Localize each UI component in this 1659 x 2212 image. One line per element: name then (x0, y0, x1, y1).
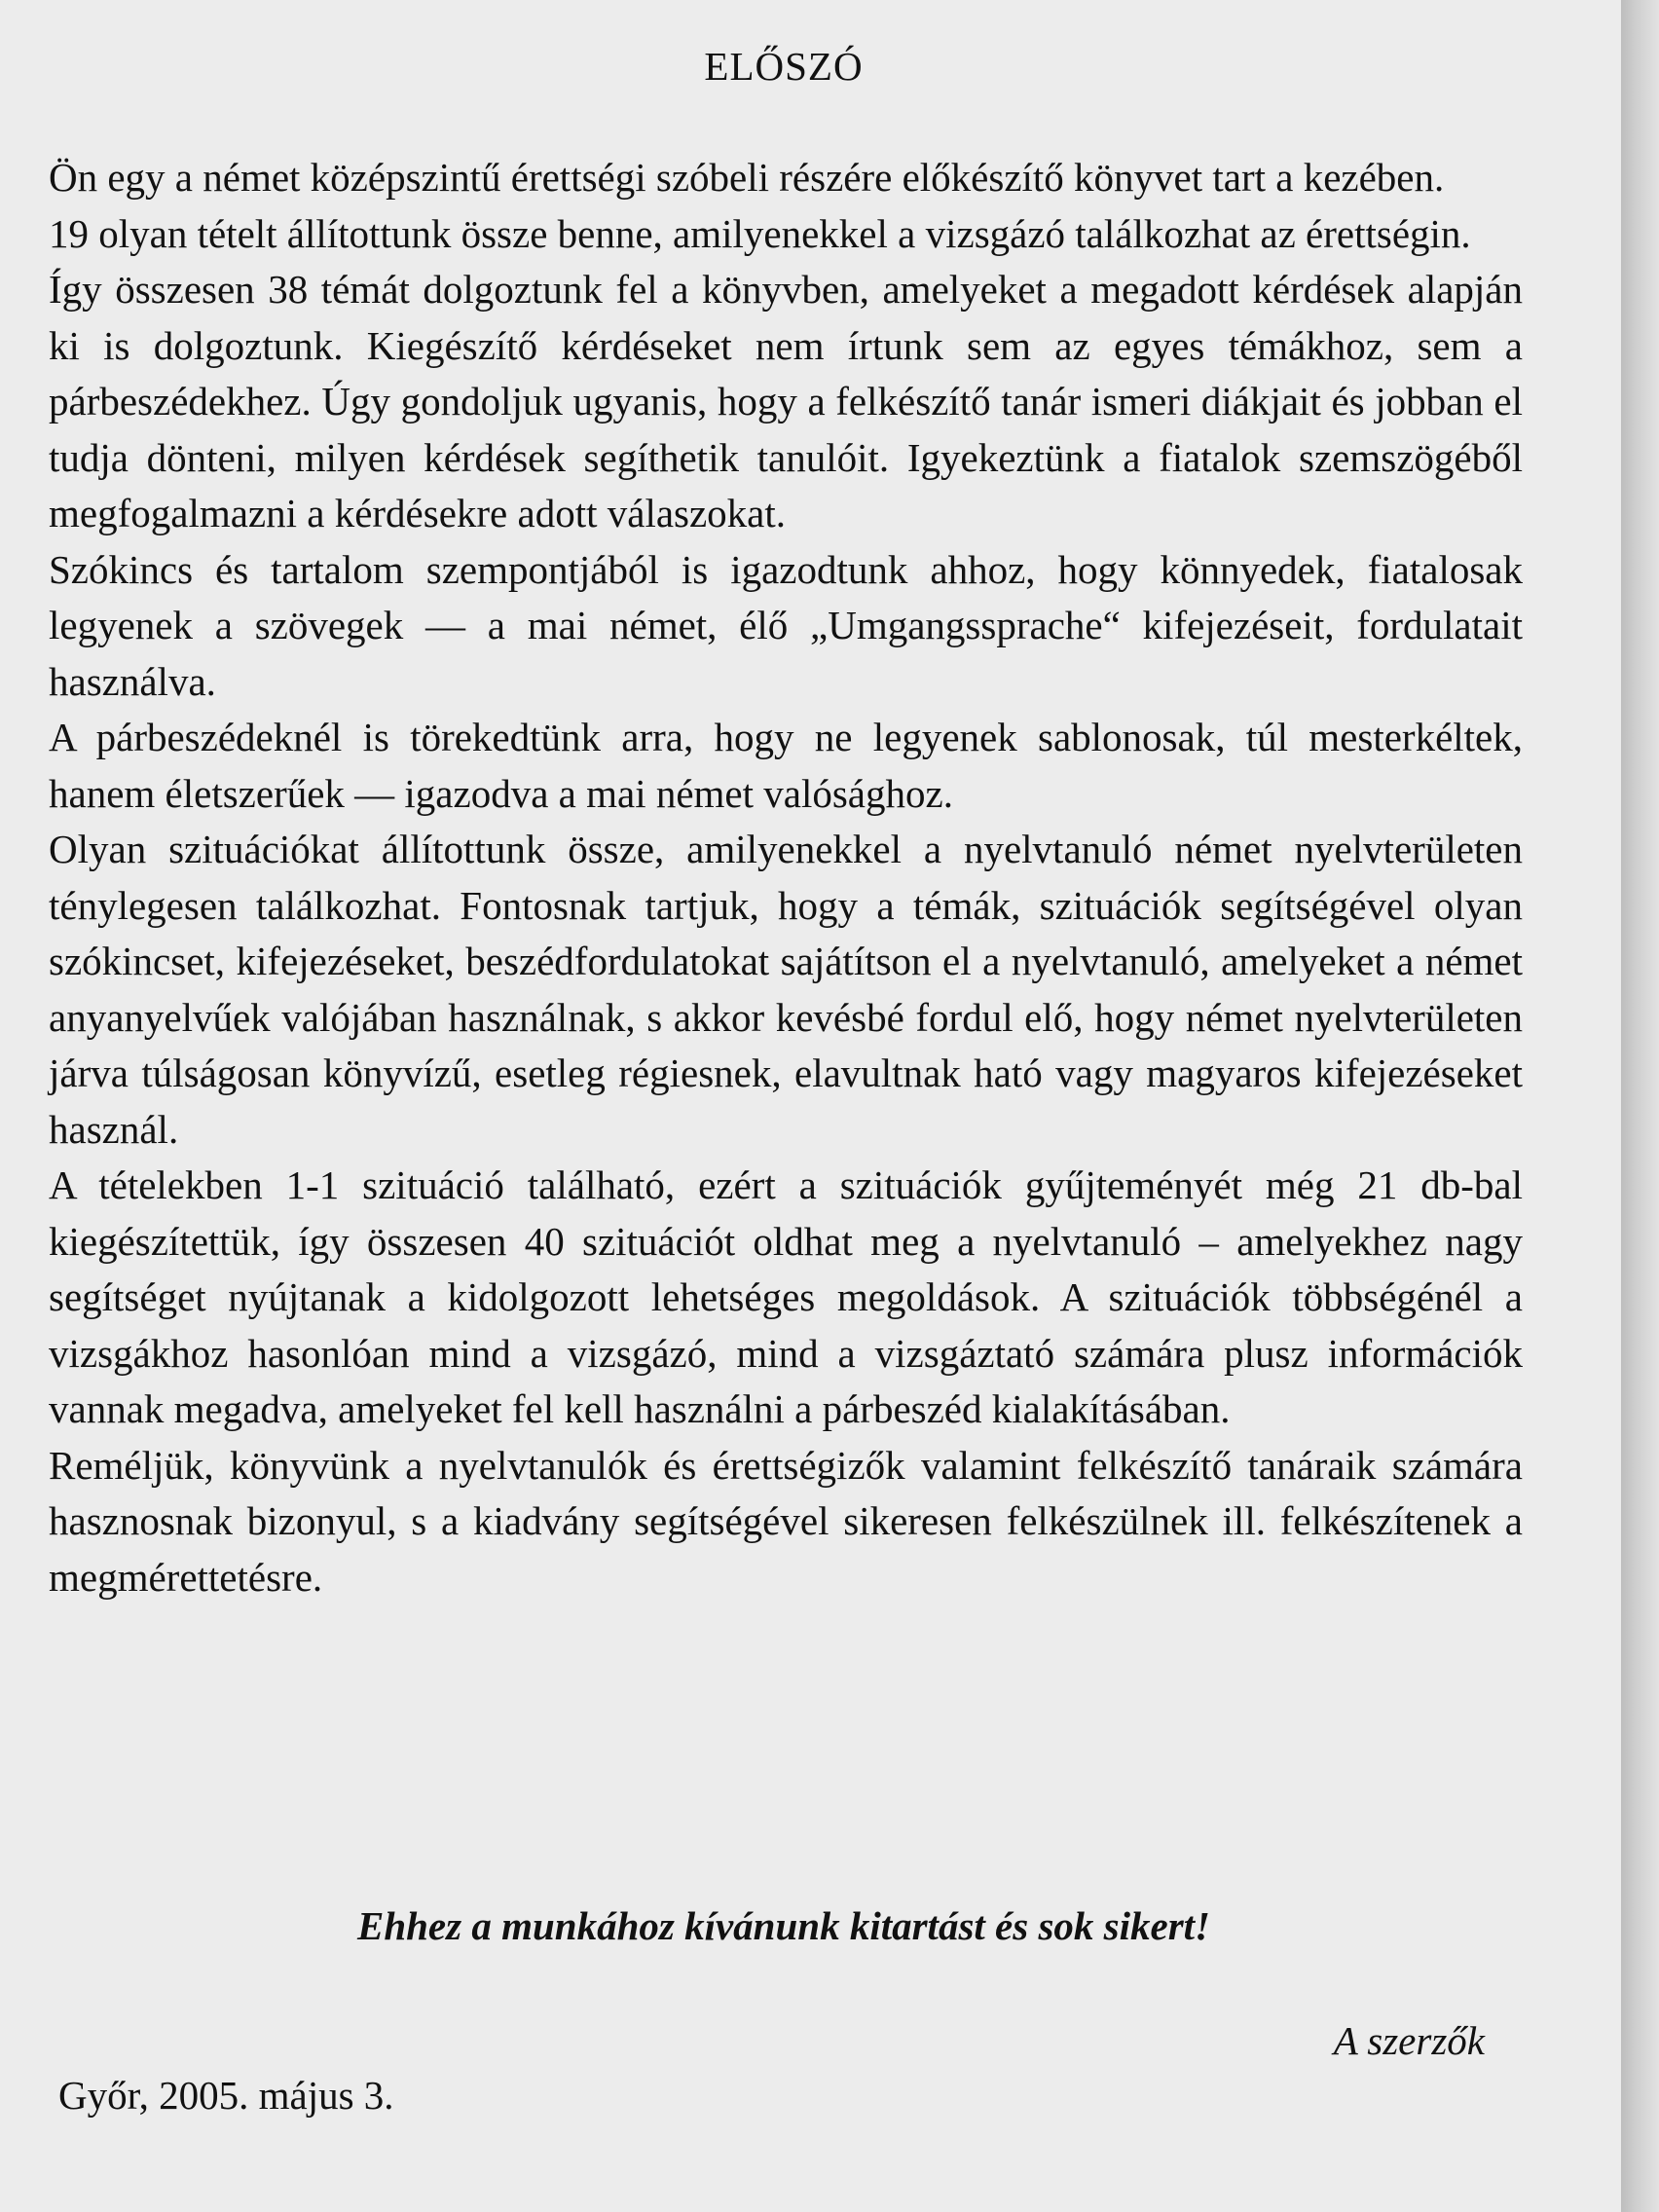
signature: A szerzők (1333, 2018, 1485, 2063)
closing-wish: Ehhez a munkához kívánunk kitartást és sok sikert! (356, 1903, 1211, 1948)
paragraph: Reméljük, könyvünk a nyelvtanulók és érettségizők valamint felkészítő tanáraik számára hasznosnak bizonyul, s a kiadvány segítségével sikeresen felkészülnek ill. felkészítenek a megmérettetésre. (49, 1442, 1523, 1600)
preface-body (49, 150, 1523, 1605)
place-date: Győr, 2005. május 3. (58, 2073, 394, 2118)
paragraph: 19 olyan tételt állítottunk össze benne, amilyenekkel a vizsgázó találkozhat az érettségin. (49, 210, 1471, 256)
paragraph: Így összesen 38 témát dolgoztunk fel a könyvben, amelyeket a megadott kérdések alapján ki is dolgoztunk. Kiegészítő kérdéseket nem írtunk sem az egyes témákhoz, sem a párbeszédekhez. Úgy gondoljuk ugyanis, hogy a felkészítő tanár ismeri diákjait és jobban el tudja dönteni, milyen kérdések segíthetik tanulóit. Igyekeztünk a fiatalok szemszögéből megfogalmazni a kérdésekre adott válaszokat. (49, 267, 1523, 535)
paragraph: A tételekben 1-1 szituáció található, ezért a szituációk gyűjteményét még 21 db-bal kiegészítettük, így összesen 40 szituációt oldhat meg a nyelvtanuló – amelyekhez nagy segítséget nyújtanak a kidolgozott lehetséges megoldások. A szituációk többségénél a vizsgákhoz hasonlóan mind a vizsgázó, mind a vizsgáztató számára plusz információk vannak megadva, amelyeket fel kell használni a párbeszéd kialakításában. (49, 1162, 1523, 1431)
paragraph: A párbeszédeknél is törekedtünk arra, hogy ne legyenek sablonosak, túl mesterkéltek, hanem életszerűek — igazodva a mai német valósághoz. (49, 715, 1523, 816)
paragraph: Szókincs és tartalom szempontjából is igazodtunk ahhoz, hogy könnyedek, fiatalosak legyenek a szövegek — a mai német, élő „Umgangssprache“ kifejezéseit, fordulatait használva. (49, 546, 1523, 704)
page-edge (1621, 0, 1659, 2212)
paragraph: Olyan szituációkat állítottunk össze, amilyenekkel a nyelvtanuló német nyelvterületen ténylegesen találkozhat. Fontosnak tartjuk, hogy a témák, szituációk segítségével olyan szókincset, kifejezéseket, beszédfordulatokat sajátítson el a nyelvtanuló, amelyeket a német anyanyelvűek valójában használnak, s akkor kevésbé fordul elő, hogy német nyelvterületen járva túlságosan könyvízű, esetleg régiesnek, elavultnak ható vagy magyaros kifejezéseket használ. (49, 827, 1523, 1152)
paragraph: Ön egy a német középszintű érettségi szóbeli részére előkészítő könyvet tart a kezében. (49, 155, 1445, 200)
page-title: ELŐSZÓ (704, 44, 864, 89)
